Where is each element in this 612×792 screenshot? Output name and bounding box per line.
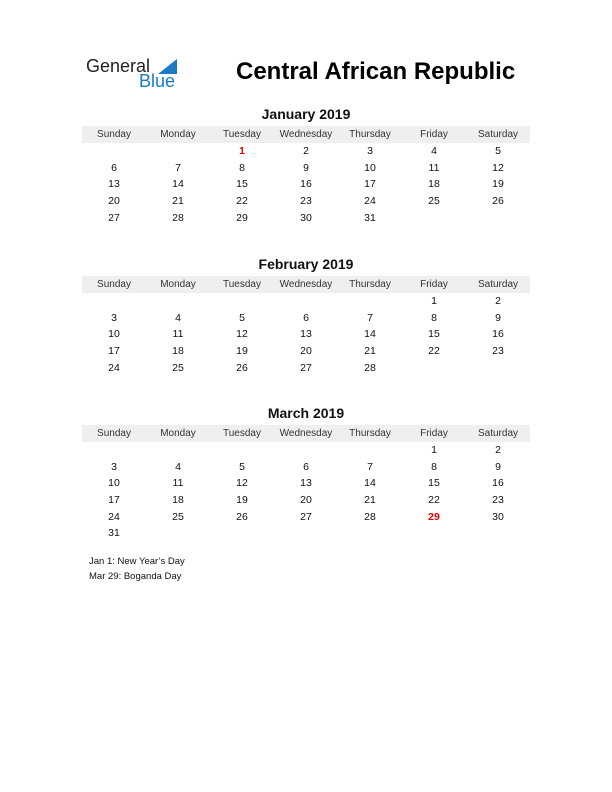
day-cell [146,293,210,310]
week-row [82,360,530,377]
day-cell: 23 [300,195,312,208]
weekday-header [82,276,530,293]
day-cell: 5 [239,311,245,324]
day-cell: 16 [492,477,504,490]
day-cell: 16 [492,328,504,341]
day-cell: 25 [428,195,440,208]
weekday-label: Thursday [349,428,391,439]
day-cell [210,442,274,459]
day-cell: 16 [300,178,312,191]
weekday-label: Tuesday [223,428,261,439]
day-cell: 21 [172,195,184,208]
day-cell: 12 [236,477,248,490]
week-row [82,525,530,542]
weekday-header [82,126,530,143]
day-cell: 3 [367,145,373,157]
day-cell: 2 [495,295,501,307]
day-cell [210,525,274,542]
day-cell: 17 [364,178,376,191]
weekday-label: Wednesday [279,428,333,439]
day-cell [210,293,274,310]
day-cell [274,525,338,542]
weekday-label: Friday [420,428,448,439]
day-cell [274,442,338,459]
day-cell: 3 [111,460,117,473]
day-cell: 9 [495,460,501,473]
day-cell: 22 [236,195,248,208]
day-cell: 8 [431,311,437,324]
day-cell [274,293,338,310]
day-cell: 6 [303,311,309,324]
day-cell: 14 [364,328,376,341]
logo-text-blue: Blue [139,71,176,91]
day-cell: 20 [108,195,120,208]
day-cell [338,442,402,459]
day-cell: 12 [236,328,248,341]
month-title: March 2019 [267,405,345,421]
day-cell [82,293,146,310]
day-cell: 26 [492,195,504,208]
day-cell [338,293,402,310]
week-row [82,160,530,177]
weekday-header [82,425,530,442]
day-cell: 26 [236,510,248,523]
day-cell: 6 [303,460,309,473]
day-cell: 7 [367,311,373,324]
day-cell: 27 [300,361,312,374]
weekday-label: Monday [160,428,196,439]
day-cell: 24 [364,195,376,208]
week-row [82,459,530,476]
day-cell: 18 [172,494,184,507]
day-cell: 31 [108,527,120,540]
day-cell: 3 [111,311,117,324]
weekday-label: Sunday [97,428,131,439]
day-cell: 9 [495,311,501,324]
generalblue-logo [86,56,181,92]
weekday-label: Wednesday [279,279,333,290]
week-row [82,143,530,160]
weekday-label: Friday [420,129,448,140]
day-cell: 23 [492,494,504,507]
day-cell: 5 [239,460,245,473]
logo-triangle-icon [158,59,177,74]
day-cell: 4 [431,145,437,157]
day-cell: 4 [175,311,181,324]
day-cell: 24 [108,510,120,523]
day-cell: 22 [428,494,440,507]
day-cell: 27 [108,211,120,224]
weekday-label: Sunday [97,129,131,140]
logo-text-general: General [86,56,151,76]
day-cell: 30 [300,211,312,224]
day-cell: 31 [364,211,376,224]
day-cell: 25 [172,510,184,523]
day-cell: 13 [108,178,120,191]
weekday-label: Monday [160,279,196,290]
day-cell: 19 [236,494,248,507]
day-cell: 4 [175,460,181,473]
day-cell: 8 [239,161,245,174]
weekday-label: Saturday [477,129,519,140]
weekday-label: Thursday [349,129,391,140]
weekday-label: Saturday [477,279,519,290]
day-cell: 10 [108,328,120,341]
day-cell [338,525,402,542]
day-cell [402,210,466,227]
day-cell: 15 [236,178,248,191]
day-cell: 12 [492,161,504,174]
day-cell: 28 [172,211,184,224]
week-row [82,310,530,327]
day-cell: 6 [111,161,117,174]
day-cell: 29 [236,211,248,224]
holiday-note: Jan 1: New Year’s Day [89,556,185,567]
weekday-label: Thursday [349,279,391,290]
day-cell: 11 [172,328,184,341]
day-cell: 7 [367,460,373,473]
week-row [82,293,530,310]
day-cell: 15 [428,477,440,490]
week-row [82,210,530,227]
week-row [82,193,530,210]
holiday-day-cell: 29 [428,510,440,523]
day-cell: 15 [428,328,440,341]
weekday-label: Saturday [477,428,519,439]
week-row [82,343,530,360]
week-row [82,509,530,526]
week-row [82,492,530,509]
day-cell: 17 [108,494,120,507]
day-cell [82,442,146,459]
day-cell: 1 [431,295,437,307]
month-march [82,405,530,542]
day-cell [146,442,210,459]
holiday-notes [89,555,185,584]
day-cell: 9 [303,161,309,174]
month-february [82,256,530,376]
day-cell: 24 [108,361,120,374]
day-cell: 27 [300,510,312,523]
week-row [82,475,530,492]
day-cell: 20 [300,494,312,507]
day-cell: 19 [492,178,504,191]
day-cell: 14 [364,477,376,490]
month-january [82,106,530,226]
day-cell: 1 [431,444,437,456]
day-cell: 19 [236,345,248,358]
day-cell: 25 [172,361,184,374]
weekday-label: Friday [420,279,448,290]
week-row [82,326,530,343]
day-cell [466,525,530,542]
weekday-label: Tuesday [223,279,261,290]
day-cell: 28 [364,361,376,374]
day-cell: 30 [492,510,504,523]
day-cell [466,210,530,227]
weekday-label: Wednesday [279,129,333,140]
day-cell: 11 [172,477,184,490]
day-cell [82,143,146,160]
day-cell [146,525,210,542]
day-cell: 13 [300,328,312,341]
day-cell: 10 [364,161,376,174]
holiday-note: Mar 29: Boganda Day [89,570,182,582]
day-cell: 21 [364,345,376,358]
day-cell: 18 [172,345,184,358]
day-cell: 2 [495,444,501,456]
page-title: Central African Republic [236,58,516,85]
month-title: January 2019 [261,106,351,122]
day-cell: 2 [303,145,309,157]
month-title: February 2019 [258,256,354,272]
weekday-label: Tuesday [223,129,261,140]
day-cell: 5 [495,145,501,157]
day-cell: 20 [300,345,312,358]
day-cell [146,143,210,160]
day-cell: 11 [428,161,440,174]
day-cell: 26 [236,361,248,374]
day-cell: 28 [364,510,376,523]
day-cell: 18 [428,178,440,191]
weekday-label: Sunday [97,279,131,290]
weekday-label: Monday [160,129,196,140]
day-cell: 13 [300,477,312,490]
day-cell [466,360,530,377]
week-row [82,442,530,459]
holiday-day-cell: 1 [239,145,245,157]
day-cell: 7 [175,161,181,174]
day-cell: 21 [364,494,376,507]
week-row [82,176,530,193]
day-cell: 10 [108,477,120,490]
day-cell: 8 [431,460,437,473]
day-cell: 23 [492,345,504,358]
day-cell: 17 [108,345,120,358]
day-cell [402,360,466,377]
day-cell [402,525,466,542]
day-cell: 22 [428,345,440,358]
day-cell: 14 [172,178,184,191]
